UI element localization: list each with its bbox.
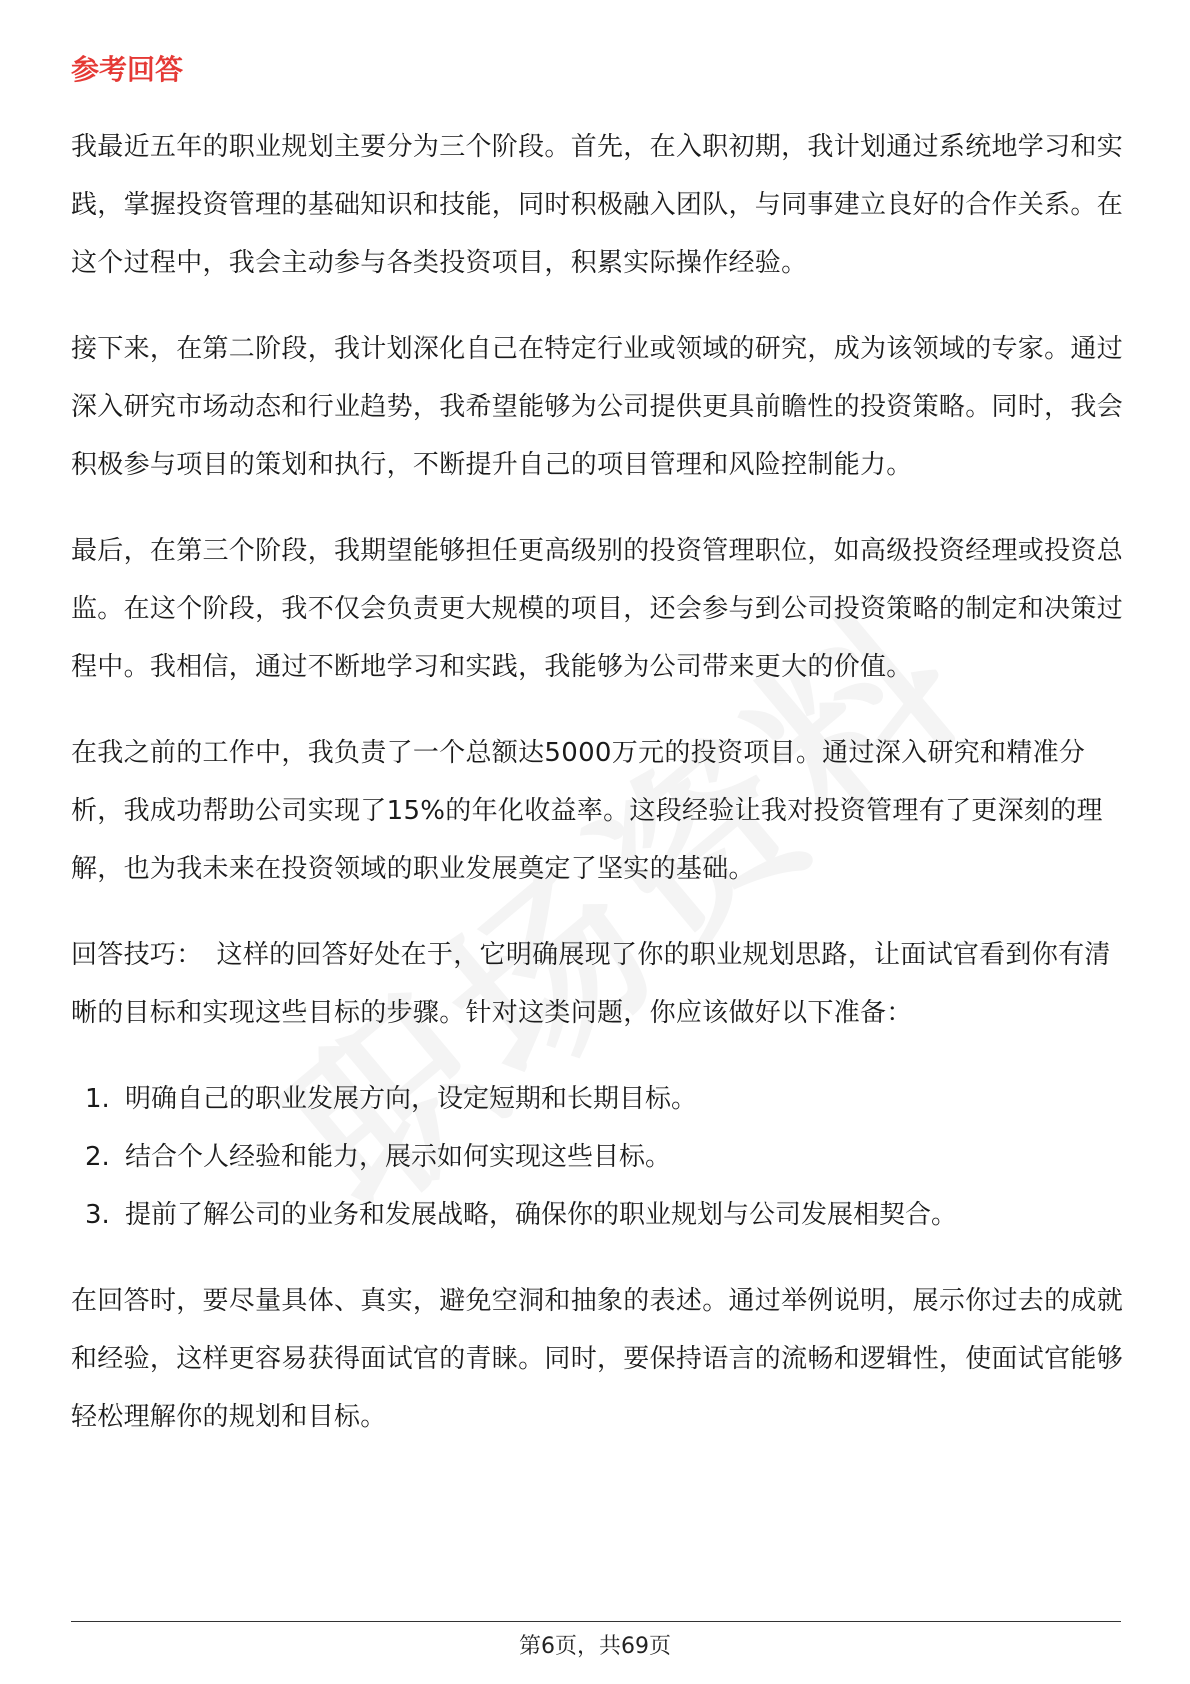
page-number: 第6页，共69页 <box>519 1634 671 1659</box>
footer-divider <box>71 1621 1121 1622</box>
list-item <box>85 1186 1131 1244</box>
page-content <box>71 50 1131 1474</box>
paragraph-closing: 在回答时，要尽量具体、真实，避免空洞和抽象的表述。通过举例说明，展示你过去的成就和经验，这样更容易获得面试官的青睐。同时，要保持语言的流畅和逻辑性，使面试官能够轻松理解你的规划和目标。 <box>71 1286 1124 1432</box>
tips-text: 这样的回答好处在于，它明确展现了你的职业规划思路，让面试官看到你有清晰的目标和实现这些目标的步骤。针对这类问题，你应该做好以下准备： <box>71 940 1111 1028</box>
preparation-list <box>71 1070 1131 1244</box>
section-title: 参考回答 <box>71 53 184 86</box>
tips-paragraph <box>71 926 1131 1042</box>
paragraph-stage-three: 最后，在第三个阶段，我期望能够担任更高级别的投资管理职位，如高级投资经理或投资总监。在这个阶段，我不仅会负责更大规模的项目，还会参与到公司投资策略的制定和决策过程中。我相信，通过不断地学习和实践，我能够为公司带来更大的价值。 <box>71 536 1124 682</box>
list-item <box>85 1070 1131 1128</box>
list-item-number: 2. <box>85 1142 110 1172</box>
list-item-text: 明确自己的职业发展方向，设定短期和长期目标。 <box>125 1084 698 1114</box>
tips-label: 回答技巧： <box>71 940 203 970</box>
list-item-text: 结合个人经验和能力，展示如何实现这些目标。 <box>125 1142 672 1172</box>
paragraph-stage-two: 接下来，在第二阶段，我计划深化自己在特定行业或领域的研究，成为该领域的专家。通过深入研究市场动态和行业趋势，我希望能够为公司提供更具前瞻性的投资策略。同时，我会积极参与项目的策划和执行，不断提升自己的项目管理和风险控制能力。 <box>71 334 1124 480</box>
list-item-text: 提前了解公司的业务和发展战略，确保你的职业规划与公司发展相契合。 <box>125 1200 958 1230</box>
list-item <box>85 1128 1131 1186</box>
list-item-number: 3. <box>85 1200 110 1230</box>
paragraph-stage-one: 我最近五年的职业规划主要分为三个阶段。首先，在入职初期，我计划通过系统地学习和实践，掌握投资管理的基础知识和技能，同时积极融入团队，与同事建立良好的合作关系。在这个过程中，我会主动参与各类投资项目，积累实际操作经验。 <box>71 132 1124 278</box>
paragraph-experience: 在我之前的工作中，我负责了一个总额达5000万元的投资项目。通过深入研究和精准分析，我成功帮助公司实现了15%的年化收益率。这段经验让我对投资管理有了更深刻的理解，也为我未来在投资领域的职业发展奠定了坚实的基础。 <box>71 738 1103 884</box>
list-item-number: 1. <box>85 1084 110 1114</box>
